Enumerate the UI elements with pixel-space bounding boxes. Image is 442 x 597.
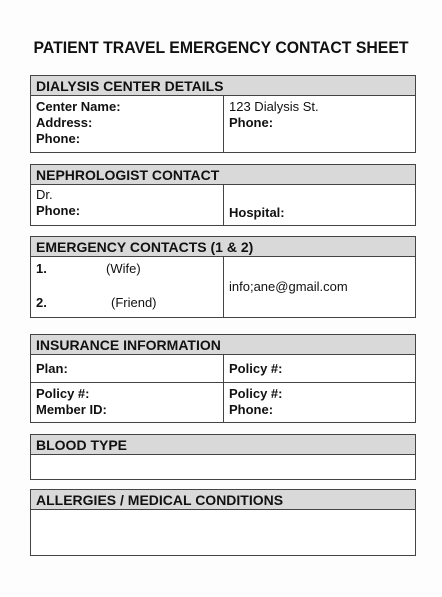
center-name-label: Center Name: bbox=[36, 99, 121, 114]
dialysis-right-cell[interactable] bbox=[224, 96, 415, 152]
contact-1-relation: (Wife) bbox=[106, 261, 141, 276]
policy-right-label-1: Policy #: bbox=[229, 361, 283, 376]
policy-right-cell-1[interactable] bbox=[224, 355, 415, 382]
dr-label: Dr. bbox=[36, 187, 53, 202]
nephrologist-right-cell[interactable] bbox=[224, 185, 415, 225]
member-id-label: Member ID: bbox=[36, 402, 107, 417]
contact-email: info;ane@gmail.com bbox=[229, 279, 348, 294]
nephrologist-section bbox=[30, 164, 416, 226]
emergency-section bbox=[30, 236, 416, 318]
insurance-phone-label: Phone: bbox=[229, 402, 274, 417]
hospital-label: Hospital: bbox=[229, 205, 285, 220]
nephrologist-header: NEPHROLOGIST CONTACT bbox=[31, 165, 415, 185]
policy-left-label: Policy #: bbox=[36, 386, 90, 401]
dialysis-left-cell[interactable] bbox=[31, 96, 224, 152]
nephrologist-phone-label: Phone: bbox=[36, 203, 81, 218]
allergies-header: ALLERGIES / MEDICAL CONDITIONS bbox=[31, 490, 415, 510]
contact-2-relation: (Friend) bbox=[111, 295, 157, 310]
insurance-section bbox=[30, 334, 416, 423]
emergency-left-cell[interactable] bbox=[31, 257, 224, 317]
phone-right-label: Phone: bbox=[229, 115, 274, 130]
address-value: 123 Dialysis St. bbox=[229, 99, 319, 114]
policy-right-label-2: Policy #: bbox=[229, 386, 283, 401]
address-label: Address: bbox=[36, 115, 93, 130]
contact-2-number: 2. bbox=[36, 295, 47, 310]
blood-type-header: BLOOD TYPE bbox=[31, 435, 415, 455]
page-title: PATIENT TRAVEL EMERGENCY CONTACT SHEET bbox=[33, 38, 409, 57]
dialysis-section bbox=[30, 75, 416, 153]
policy-member-cell[interactable] bbox=[31, 383, 224, 422]
dialysis-header: DIALYSIS CENTER DETAILS bbox=[31, 76, 415, 96]
blood-type-section bbox=[30, 434, 416, 480]
phone-label: Phone: bbox=[36, 131, 81, 146]
blood-type-field[interactable] bbox=[31, 455, 415, 479]
allergies-section bbox=[30, 489, 416, 556]
emergency-header: EMERGENCY CONTACTS (1 & 2) bbox=[31, 237, 415, 257]
contact-1-number: 1. bbox=[36, 261, 47, 276]
nephrologist-left-cell[interactable] bbox=[31, 185, 224, 225]
plan-label: Plan: bbox=[36, 361, 68, 376]
emergency-right-cell[interactable] bbox=[224, 257, 415, 317]
insurance-header: INSURANCE INFORMATION bbox=[31, 335, 415, 355]
policy-phone-cell[interactable] bbox=[224, 383, 415, 422]
plan-cell[interactable] bbox=[31, 355, 224, 382]
allergies-field[interactable] bbox=[31, 510, 415, 555]
